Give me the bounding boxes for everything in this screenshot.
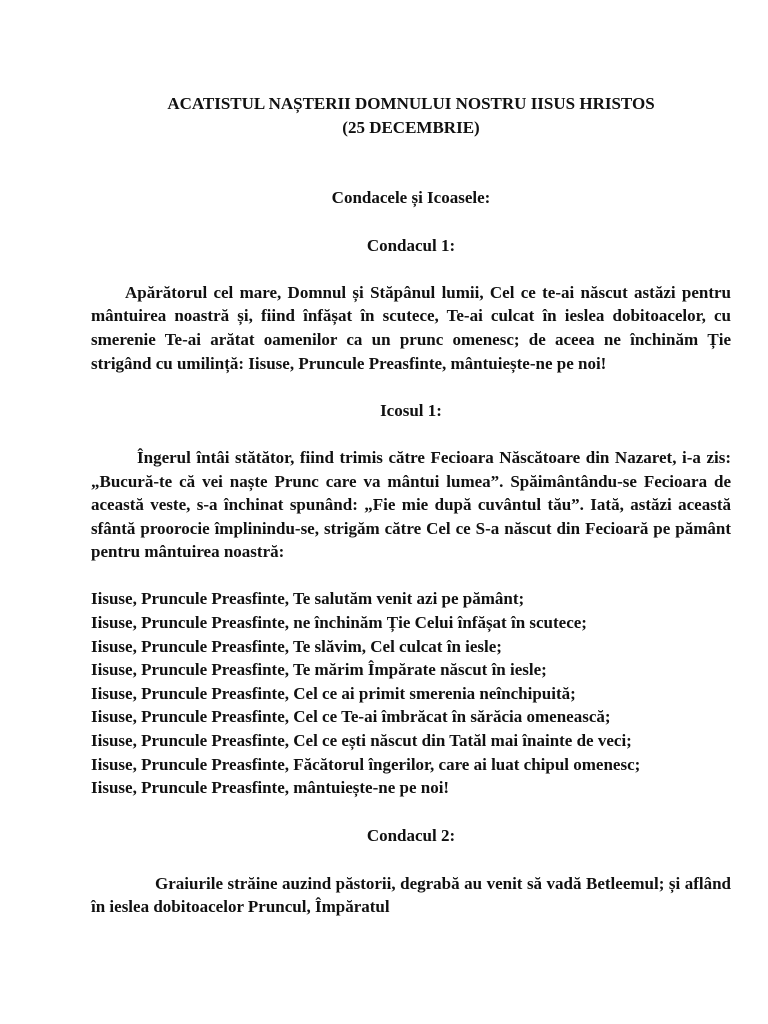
- verse-line: Iisuse, Pruncule Preasfinte, Făcătorul îngerilor, care ai luat chipul omenesc;: [91, 754, 641, 774]
- spacer: [91, 848, 731, 872]
- verse-line: Iisuse, Pruncule Preasfinte, Te slăvim, Cel culcat în iesle;: [91, 636, 502, 656]
- intro-heading: Condacele și Icoasele:: [331, 188, 491, 208]
- spacer: [91, 139, 731, 186]
- section-paragraph-condacul-1: Apărătorul cel mare, Domnul și Stăpânul lumii, Cel ce te-ai născut astăzi pentru mântuirea noastră și, fiind înfășat în scutece, Te-ai culcat în ieslea dobitoacelor, cu smerenie Te-ai arătat oamenilor ca un prunc omenesc; de aceea ne închinăm Ție strigând cu umilință: Iisuse, Pruncule Preasfinte, mântuiește-ne pe noi!: [91, 282, 731, 373]
- spacer: [91, 564, 731, 588]
- spacer: [91, 800, 731, 825]
- document-title-line-1: ACATISTUL NAȘTERII DOMNULUI NOSTRU IISUS HRISTOS: [167, 94, 655, 113]
- verse-line: Iisuse, Pruncule Preasfinte, Cel ce ești născut din Tatăl mai înainte de veci;: [91, 731, 632, 751]
- document-page: [91, 92, 731, 919]
- section-heading-condacul-2: Condacul 2:: [366, 826, 456, 846]
- section-heading-icosul-1: Icosul 1:: [380, 400, 442, 420]
- verse-line: Iisuse, Pruncule Preasfinte, ne închinăm Ție Celui înfășat în scutece;: [91, 613, 587, 633]
- spacer: [91, 375, 731, 399]
- spacer: [91, 257, 731, 281]
- document-title-line-2: (25 DECEMBRIE): [342, 117, 480, 137]
- verse-line: Iisuse, Pruncule Preasfinte, Cel ce Te-ai îmbrăcat în sărăcia omenească;: [91, 707, 611, 727]
- verse-line: Iisuse, Pruncule Preasfinte, Te salutăm venit azi pe pământ;: [91, 589, 525, 609]
- section-paragraph-icosul-1: Îngerul întâi stătător, fiind trimis către Fecioara Născătoare din Nazaret, i-a zis: „Bucură-te că vei naște Prunc care va mântui lumea”. Spăimântându-se Fecioara de această veste, s-a închinat spunând: „Fie mie după cuvântul tău”. Iată, astăzi această sfântă proorocie împlinindu-se, strigăm către Cel ce S-a născut din Fecioară pe pământ pentru mântuirea noastră:: [91, 447, 731, 562]
- verse-line: Iisuse, Pruncule Preasfinte, Te mărim Împărate născut în iesle;: [91, 660, 547, 680]
- spacer: [91, 210, 731, 234]
- verse-line: Iisuse, Pruncule Preasfinte, Cel ce ai primit smerenia neînchipuită;: [91, 683, 576, 703]
- verse-line: Iisuse, Pruncule Preasfinte, mântuiește-ne pe noi!: [91, 778, 450, 798]
- section-paragraph-condacul-2: Graiurile străine auzind păstorii, degrabă au venit să vadă Betleemul; și aflând în ieslea dobitoacelor Pruncul, Împăratul: [91, 873, 731, 917]
- spacer: [91, 422, 731, 446]
- verse-list-icosul-1: [91, 587, 731, 799]
- section-heading-condacul-1: Condacul 1:: [366, 235, 456, 255]
